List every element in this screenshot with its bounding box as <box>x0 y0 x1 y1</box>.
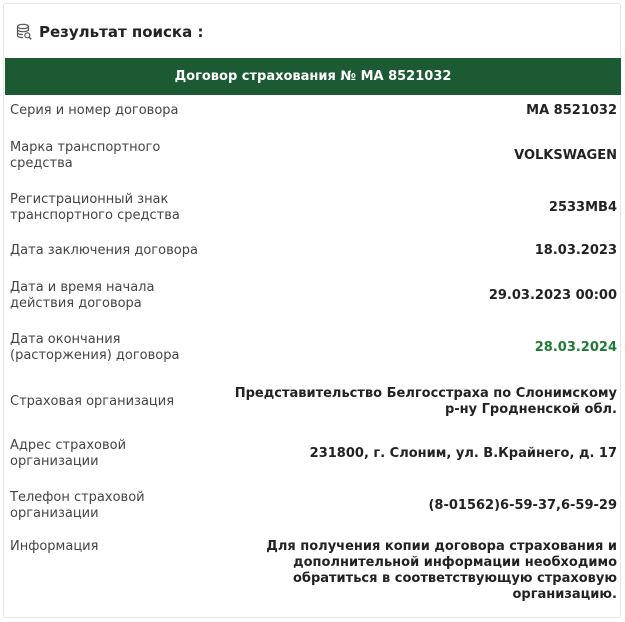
row-label: Дата и время начала действия договора <box>10 280 155 311</box>
row-value: МА 8521032 <box>526 103 617 118</box>
row-start-datetime <box>10 278 617 314</box>
row-value: Представительство Белгосстраха по Слонимскому р-ну Гродненской обл. <box>234 386 617 417</box>
contract-banner <box>5 58 621 95</box>
row-label: Дата заключения договора <box>10 243 198 258</box>
row-label: Страховая организация <box>10 394 175 409</box>
database-search-icon <box>16 23 32 41</box>
row-conclusion-date <box>10 241 617 261</box>
contract-banner-title: Договор страхования № МА 8521032 <box>174 69 452 84</box>
row-value: 29.03.2023 00:00 <box>488 288 617 303</box>
row-vehicle-make <box>10 138 617 174</box>
search-result-card <box>3 3 621 618</box>
row-value: 28.03.2024 <box>534 340 617 355</box>
row-insurer <box>10 382 617 422</box>
row-value: Для получения копии договора страхования и дополнительной информации необходимо обратиться в соответствующую страховую организацию. <box>266 539 617 602</box>
row-value: VOLKSWAGEN <box>514 148 617 163</box>
row-label: Адрес страховой организации <box>10 438 127 469</box>
row-contract-number <box>10 101 617 121</box>
row-label: Марка транспортного средства <box>10 140 161 171</box>
row-label: Телефон страховой организации <box>10 490 145 521</box>
row-value: 231800, г. Слоним, ул. В.Крайнего, д. 17 <box>309 446 617 461</box>
row-registration-plate <box>10 190 617 226</box>
row-label: Регистрационный знак транспортного средства <box>10 192 180 223</box>
result-header <box>16 18 203 46</box>
row-value: 2533МВ4 <box>548 200 617 215</box>
row-value: 18.03.2023 <box>534 243 617 258</box>
row-insurer-phone <box>10 486 617 526</box>
row-label: Дата окончания (расторжения) договора <box>10 332 180 363</box>
row-end-date <box>10 330 617 366</box>
row-label: Серия и номер договора <box>10 103 179 118</box>
row-label: Информация <box>10 539 99 554</box>
result-title: Результат поиска : <box>39 23 204 41</box>
row-insurer-address <box>10 434 617 474</box>
row-value: (8-01562)6-59-37,6-59-29 <box>428 498 617 513</box>
row-information <box>10 539 617 602</box>
